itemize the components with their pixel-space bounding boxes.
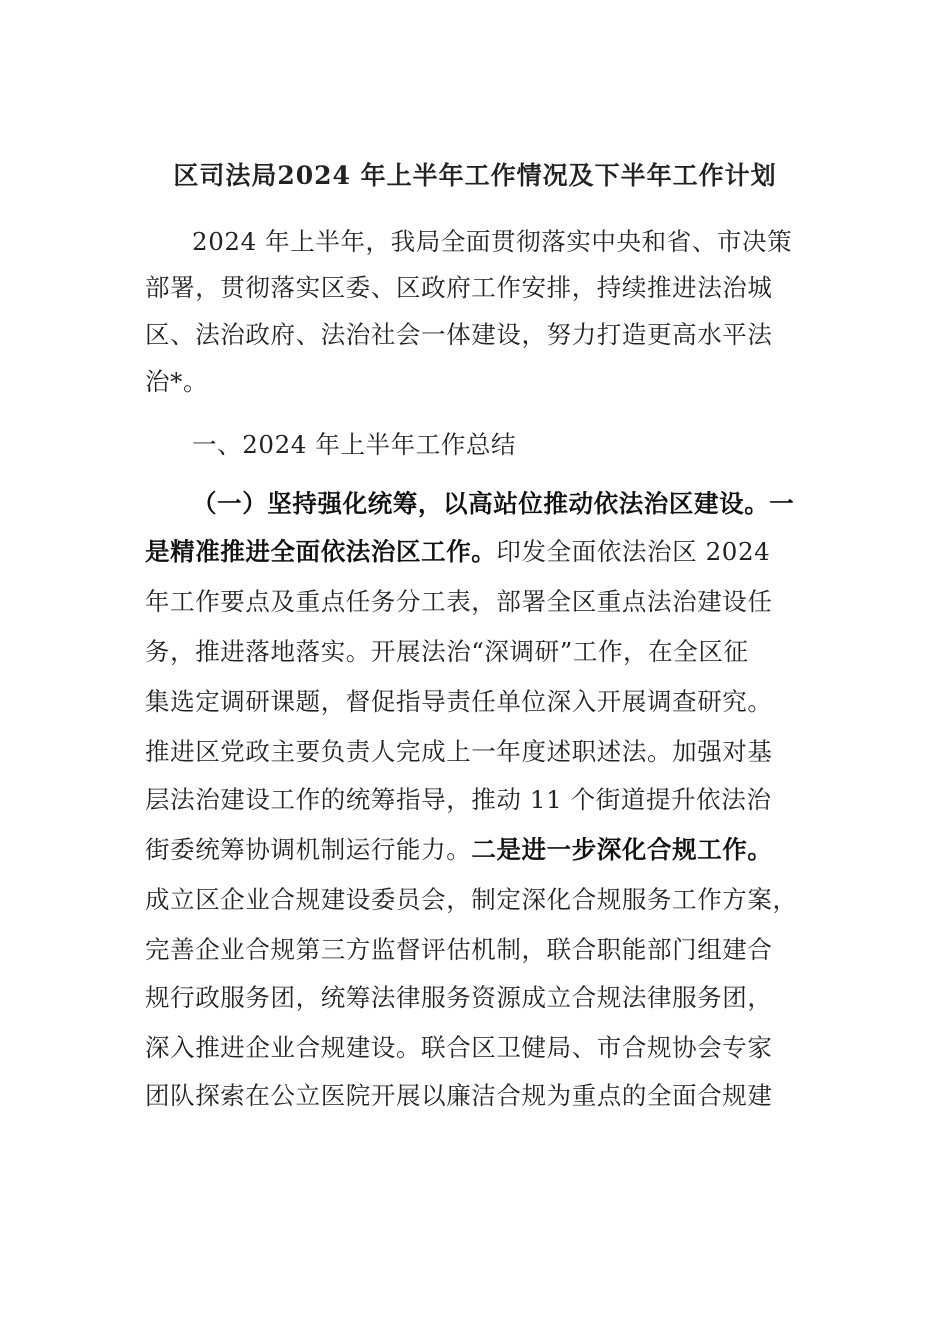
body-line-4: 务，推进落地落实。开展法治“深调研”工作，在全区征 bbox=[145, 637, 749, 666]
section-heading: 一、2024 年上半年工作总结 bbox=[192, 430, 517, 459]
body-line-7: 层法治建设工作的统筹指导，推动 11 个街道提升依法治 bbox=[145, 785, 772, 814]
body-line-8-text: 街委统筹协调机制运行能力。 bbox=[145, 835, 472, 864]
intro-line-4: 治*。 bbox=[145, 367, 209, 396]
subsection-heading: （一）坚持强化统筹，以高站位推动依法治区建设。一 bbox=[192, 489, 795, 518]
item-two-heading: 二是进一步深化合规工作。 bbox=[471, 835, 773, 864]
body-line-11: 规行政服务团，统筹法律服务资源成立合规法律服务团， bbox=[145, 983, 773, 1012]
body-line-12: 深入推进企业合规建设。联合区卫健局、市合规协会专家 bbox=[145, 1033, 773, 1062]
body-line-3: 年工作要点及重点任务分工表，部署全区重点法治建设任 bbox=[145, 587, 773, 616]
body-line-13: 团队探索在公立医院开展以廉洁合规为重点的全面合规建 bbox=[145, 1081, 773, 1110]
body-line-6: 推进区党政主要负责人完成上一年度述职述法。加强对基 bbox=[145, 737, 773, 766]
document-title: 区司法局2024 年上半年工作情况及下半年工作计划 bbox=[173, 161, 777, 190]
body-line-5: 集选定调研课题，督促指导责任单位深入开展调查研究。 bbox=[145, 687, 773, 716]
item-one-heading: 是精准推进全面依法治区工作。 bbox=[145, 537, 497, 566]
intro-line-2: 部署，贯彻落实区委、区政府工作安排，持续推进法治城 bbox=[145, 273, 773, 302]
body-line-9: 成立区企业合规建设委员会，制定深化合规服务工作方案， bbox=[145, 885, 798, 914]
body-line-2-text: 印发全面依法治区 2024 bbox=[496, 537, 771, 566]
body-line-8 bbox=[145, 830, 805, 870]
intro-line-1: 2024 年上半年，我局全面贯彻落实中央和省、市决策 bbox=[192, 227, 793, 256]
body-line-2 bbox=[145, 532, 805, 572]
intro-line-3: 区、法治政府、法治社会一体建设，努力打造更高水平法 bbox=[145, 320, 773, 349]
body-line-10: 完善企业合规第三方监督评估机制，联合职能部门组建合 bbox=[145, 935, 773, 964]
